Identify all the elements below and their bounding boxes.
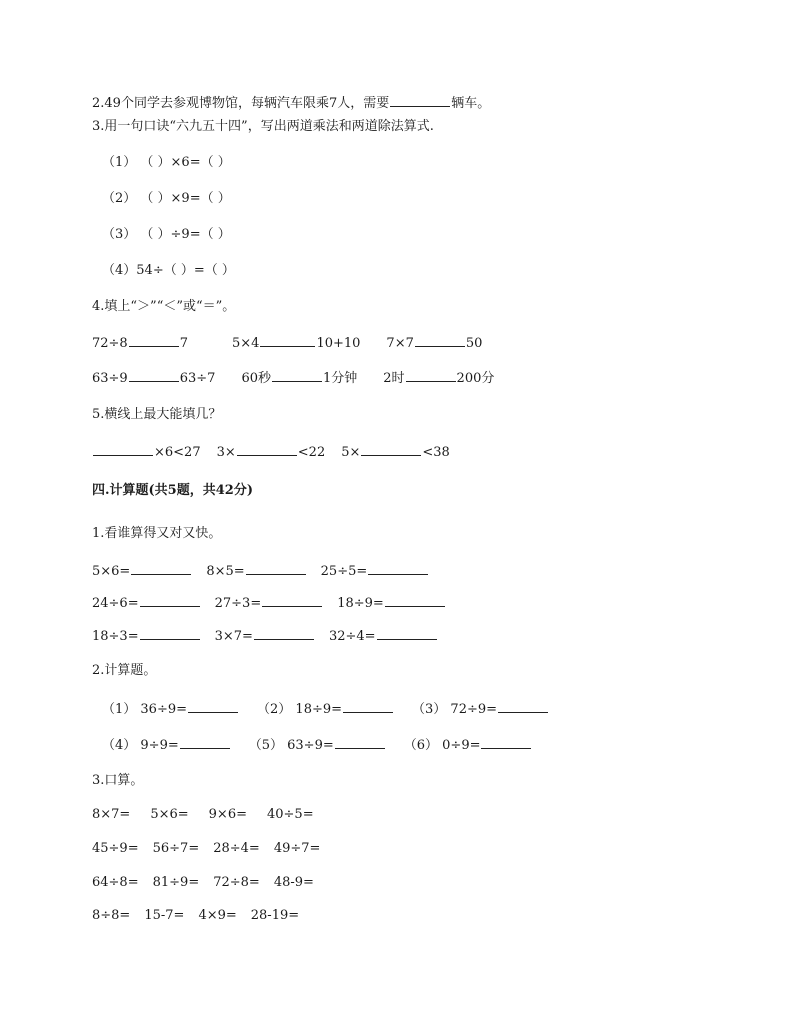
answer-blank[interactable]	[415, 334, 465, 347]
calc-expr: 72÷8=	[213, 875, 260, 890]
calc-expr: （2） 18÷9=	[257, 702, 343, 717]
calc-expr: 32÷4=	[328, 629, 376, 644]
q5-expr: <22	[297, 445, 326, 460]
calc-expr: 28÷4=	[213, 841, 260, 856]
q4-expr: 7	[179, 336, 188, 351]
calc-expr: 4×9=	[198, 908, 237, 923]
answer-blank[interactable]	[188, 700, 238, 713]
calc-expr: 49÷7=	[273, 841, 321, 856]
answer-blank[interactable]	[262, 594, 322, 607]
calc-expr: 9×6=	[208, 807, 247, 822]
q4-expr: 63÷9	[92, 371, 128, 386]
calc-expr: 8×7=	[92, 807, 131, 822]
answer-blank[interactable]	[140, 594, 200, 607]
q4-expr: 200分	[456, 371, 495, 386]
q3-item-4: （4）54÷（ ）=（ ）	[102, 263, 235, 278]
q4-expr: 7×7	[386, 336, 414, 351]
calc-3-row	[92, 840, 320, 858]
answer-blank[interactable]	[260, 334, 315, 347]
q3-item-2: （2） （ ）×9=（ ）	[102, 191, 231, 206]
q4-row-2	[92, 369, 494, 388]
calc-expr: 5×6=	[150, 807, 189, 822]
calc-expr: （6） 0÷9=	[403, 738, 481, 753]
calc-expr: 27÷3=	[214, 596, 262, 611]
q4-expr: 60秒	[241, 371, 271, 386]
calc-expr: 5×6=	[92, 564, 131, 579]
answer-blank[interactable]	[377, 627, 437, 640]
answer-blank[interactable]	[272, 369, 322, 382]
answer-blank[interactable]	[385, 594, 445, 607]
answer-blank[interactable]	[246, 562, 306, 575]
calc-1-row	[92, 562, 429, 581]
answer-blank[interactable]	[131, 562, 191, 575]
calc-expr: 24÷6=	[92, 596, 139, 611]
answer-blank[interactable]	[129, 369, 179, 382]
answer-blank[interactable]	[93, 443, 153, 456]
q3-item-1: （1） （ ）×6=（ ）	[102, 155, 231, 170]
answer-blank[interactable]	[237, 443, 297, 456]
calc-expr: 18÷9=	[337, 596, 384, 611]
calc-expr: 40÷5=	[266, 807, 314, 822]
calc-2-row	[102, 736, 532, 755]
calc-1-row	[92, 627, 438, 646]
calc-expr: 48-9=	[273, 875, 314, 890]
calc-2-row	[102, 700, 549, 719]
answer-blank[interactable]	[343, 700, 393, 713]
calc-expr: 56÷7=	[152, 841, 200, 856]
answer-blank[interactable]	[361, 443, 421, 456]
calc-expr: （3） 72÷9=	[412, 702, 498, 717]
question-4-title: 4.填上“＞”“＜”或“＝”。	[92, 299, 236, 314]
question-5-title: 5.横线上最大能填几？	[92, 407, 222, 422]
q3-item-3: （3） （ ）÷9=（ ）	[102, 227, 231, 242]
question-2	[92, 94, 490, 113]
calc-expr: 18÷3=	[92, 629, 139, 644]
calc-3-row	[92, 907, 299, 925]
q4-expr: 50	[465, 336, 483, 351]
q5-expr: <38	[422, 445, 450, 460]
calc-expr: 64÷8=	[92, 875, 139, 890]
answer-blank[interactable]	[335, 736, 385, 749]
q4-expr: 5×4	[232, 336, 260, 351]
q5-expr: ×6<27	[154, 445, 201, 460]
answer-blank[interactable]	[368, 562, 428, 575]
answer-blank[interactable]	[406, 369, 456, 382]
calc-expr: 8×5=	[206, 564, 245, 579]
q2-suffix: 辆车。	[451, 96, 491, 111]
calc-expr: （4） 9÷9=	[102, 738, 179, 753]
calc-3-row	[92, 874, 314, 892]
calc-2-title: 2.计算题。	[92, 663, 157, 678]
q4-expr: 1分钟	[322, 371, 358, 386]
answer-blank[interactable]	[129, 334, 179, 347]
calc-expr: 15-7=	[144, 908, 185, 923]
calc-1-row	[92, 594, 446, 613]
answer-blank[interactable]	[254, 627, 314, 640]
calc-expr: 28-19=	[250, 908, 300, 923]
calc-3-row	[92, 806, 314, 824]
calc-expr: （1） 36÷9=	[102, 702, 188, 717]
answer-blank[interactable]	[180, 736, 230, 749]
q4-expr: 10+10	[316, 336, 361, 351]
q5-expr: 5×	[341, 445, 361, 460]
q5-expr: 3×	[216, 445, 236, 460]
q4-expr: 72÷8	[92, 336, 128, 351]
answer-blank[interactable]	[140, 627, 200, 640]
calc-expr: 81÷9=	[152, 875, 200, 890]
calc-expr: 45÷9=	[92, 841, 139, 856]
calc-3-title: 3.口算。	[92, 773, 144, 788]
calc-expr: 25÷5=	[320, 564, 368, 579]
calc-expr: 8÷8=	[92, 908, 131, 923]
q4-expr: 63÷7	[179, 371, 216, 386]
answer-blank[interactable]	[498, 700, 548, 713]
q2-text: 2.49个同学去参观博物馆，每辆汽车限乘7人，需要	[92, 96, 390, 111]
section-4-heading: 四.计算题(共5题，共42分)	[92, 483, 253, 498]
answer-blank[interactable]	[481, 736, 531, 749]
answer-blank[interactable]	[390, 94, 450, 107]
calc-1-title: 1.看谁算得又对又快。	[92, 526, 222, 541]
q4-expr: 2时	[383, 371, 405, 386]
calc-expr: （5） 63÷9=	[248, 738, 334, 753]
q4-row-1	[92, 334, 482, 353]
calc-expr: 3×7=	[214, 629, 253, 644]
q5-row	[92, 443, 450, 462]
question-3-title: 3.用一句口诀“六九五十四”，写出两道乘法和两道除法算式.	[92, 119, 434, 134]
